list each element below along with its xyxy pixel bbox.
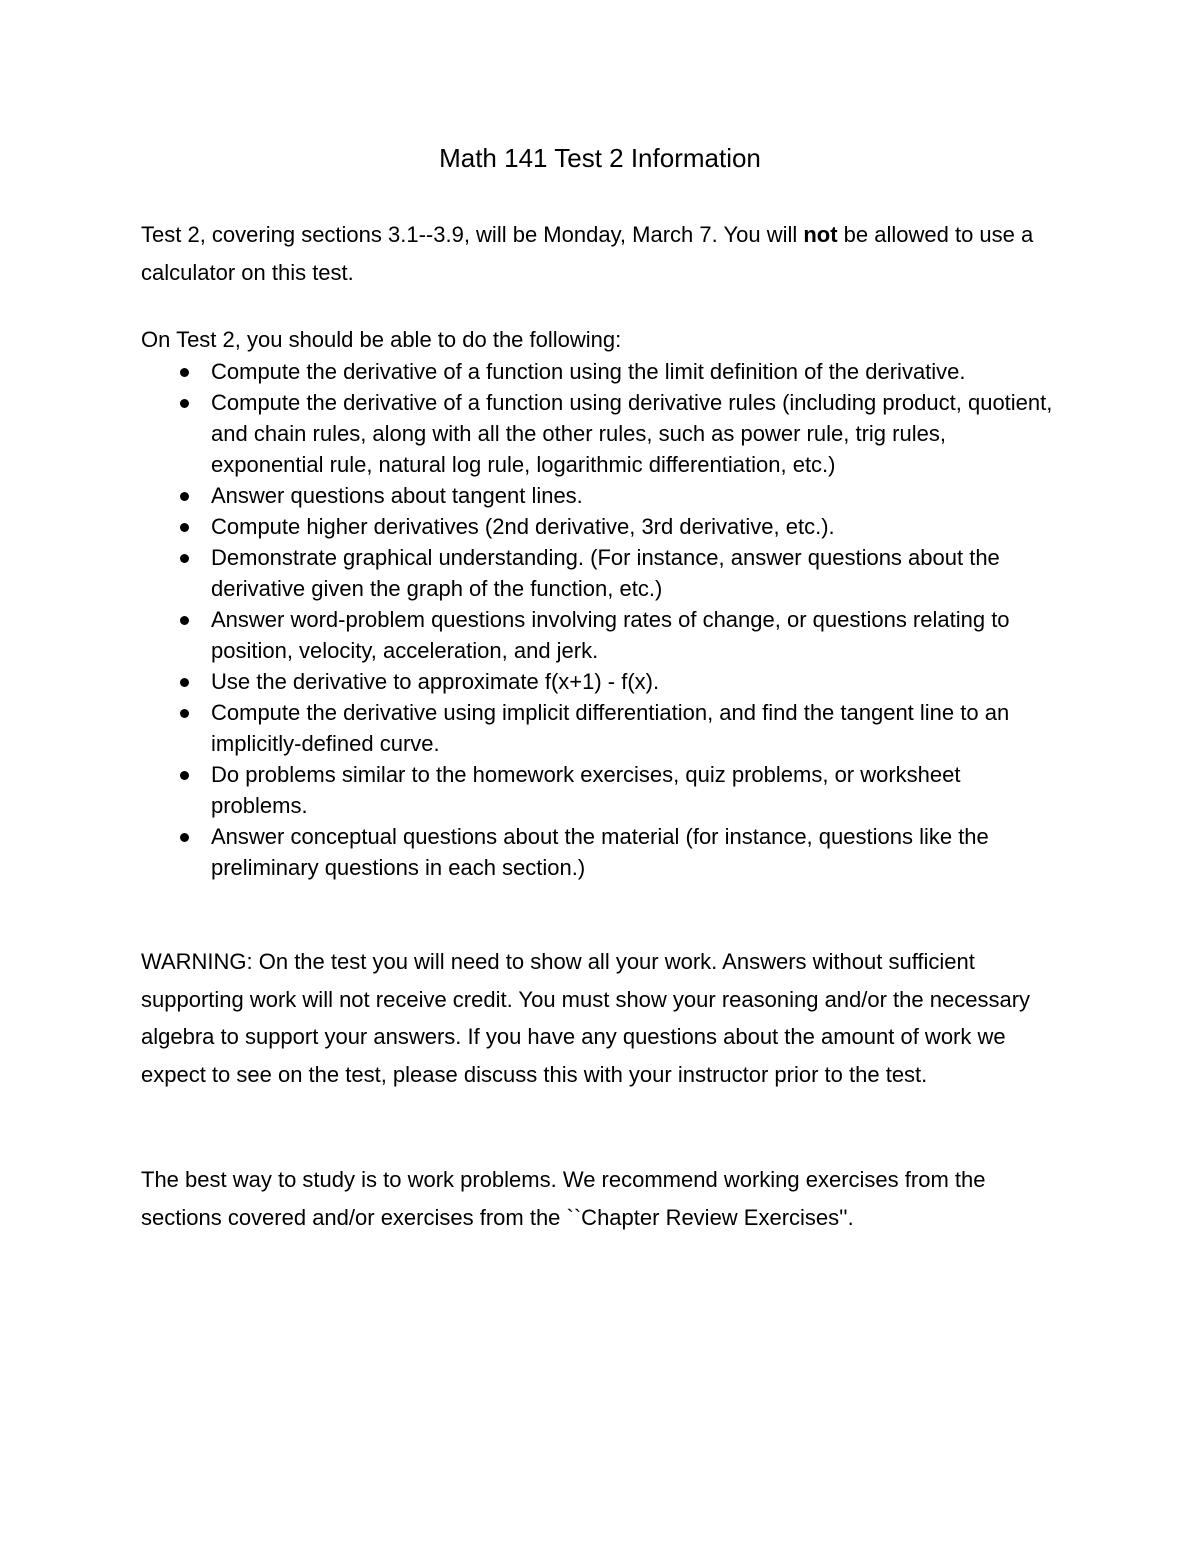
list-item-text: Compute the derivative of a function using derivative rules (including product, quotient, and chain rules, along with all the other rules, such as power rule, trig rules, exponential rule, natural log rule, logarithmic differentiation, etc.) xyxy=(211,390,1053,477)
list-item xyxy=(0,511,1061,542)
list-item xyxy=(0,697,1061,759)
page-title: Math 141 Test 2 Information xyxy=(439,143,761,173)
list-item-text: Answer word-problem questions involving rates of change, or questions relating to position, velocity, acceleration, and jerk. xyxy=(211,607,1010,663)
bullet-icon xyxy=(180,833,189,842)
bullet-icon xyxy=(180,492,189,501)
bullet-icon xyxy=(180,678,189,687)
list-item-text: Demonstrate graphical understanding. (For instance, answer questions about the derivative given the graph of the function, etc.) xyxy=(211,545,1000,601)
list-item-text: Compute the derivative using implicit differentiation, and find the tangent line to an implicitly-defined curve. xyxy=(211,700,1010,756)
list-item xyxy=(0,604,1061,666)
bullet-icon xyxy=(180,368,189,377)
warning-paragraph: WARNING: On the test you will need to show all your work. Answers without sufficient supporting work will not receive credit. You must show your reasoning and/or the necessary algebra to support your answers. If you have any questions about the amount of work we expect to see on the test, please discuss this with your instructor prior to the test. xyxy=(141,949,1031,1087)
list-item-text: Do problems similar to the homework exercises, quiz problems, or worksheet problems. xyxy=(211,762,961,818)
list-item-text: Answer questions about tangent lines. xyxy=(211,483,583,508)
list-item-text: Compute higher derivatives (2nd derivative, 3rd derivative, etc.). xyxy=(211,514,835,539)
intro-text-end: be allowed to use a calculator on this test. xyxy=(141,222,1034,285)
bullet-icon xyxy=(180,523,189,532)
list-item xyxy=(0,542,1061,604)
bullet-icon xyxy=(180,709,189,718)
list-item xyxy=(0,821,1061,883)
bullet-icon xyxy=(180,616,189,625)
list-item-text: Answer conceptual questions about the material (for instance, questions like the preliminary questions in each section.) xyxy=(211,824,989,880)
bullet-icon xyxy=(180,399,189,408)
objectives-list xyxy=(0,356,1200,883)
list-item xyxy=(0,387,1061,480)
bullet-icon xyxy=(180,554,189,563)
list-item-text: Use the derivative to approximate f(x+1) - f(x). xyxy=(211,669,660,694)
list-item xyxy=(0,356,1061,387)
intro-text-start: Test 2, covering sections 3.1--3.9, will be Monday, March 7. You will xyxy=(141,222,804,247)
list-item xyxy=(0,666,1061,697)
list-item xyxy=(0,480,1061,511)
study-advice-paragraph: The best way to study is to work problems. We recommend working exercises from the sections covered and/or exercises from the ``Chapter Review Exercises''. xyxy=(141,1167,986,1230)
intro-emphasis: not xyxy=(803,222,838,247)
list-item xyxy=(0,759,1061,821)
intro-paragraph xyxy=(141,216,1061,291)
bullet-icon xyxy=(180,771,189,780)
list-item-text: Compute the derivative of a function using the limit definition of the derivative. xyxy=(211,359,966,384)
objectives-lead: On Test 2, you should be able to do the following: xyxy=(141,327,622,352)
